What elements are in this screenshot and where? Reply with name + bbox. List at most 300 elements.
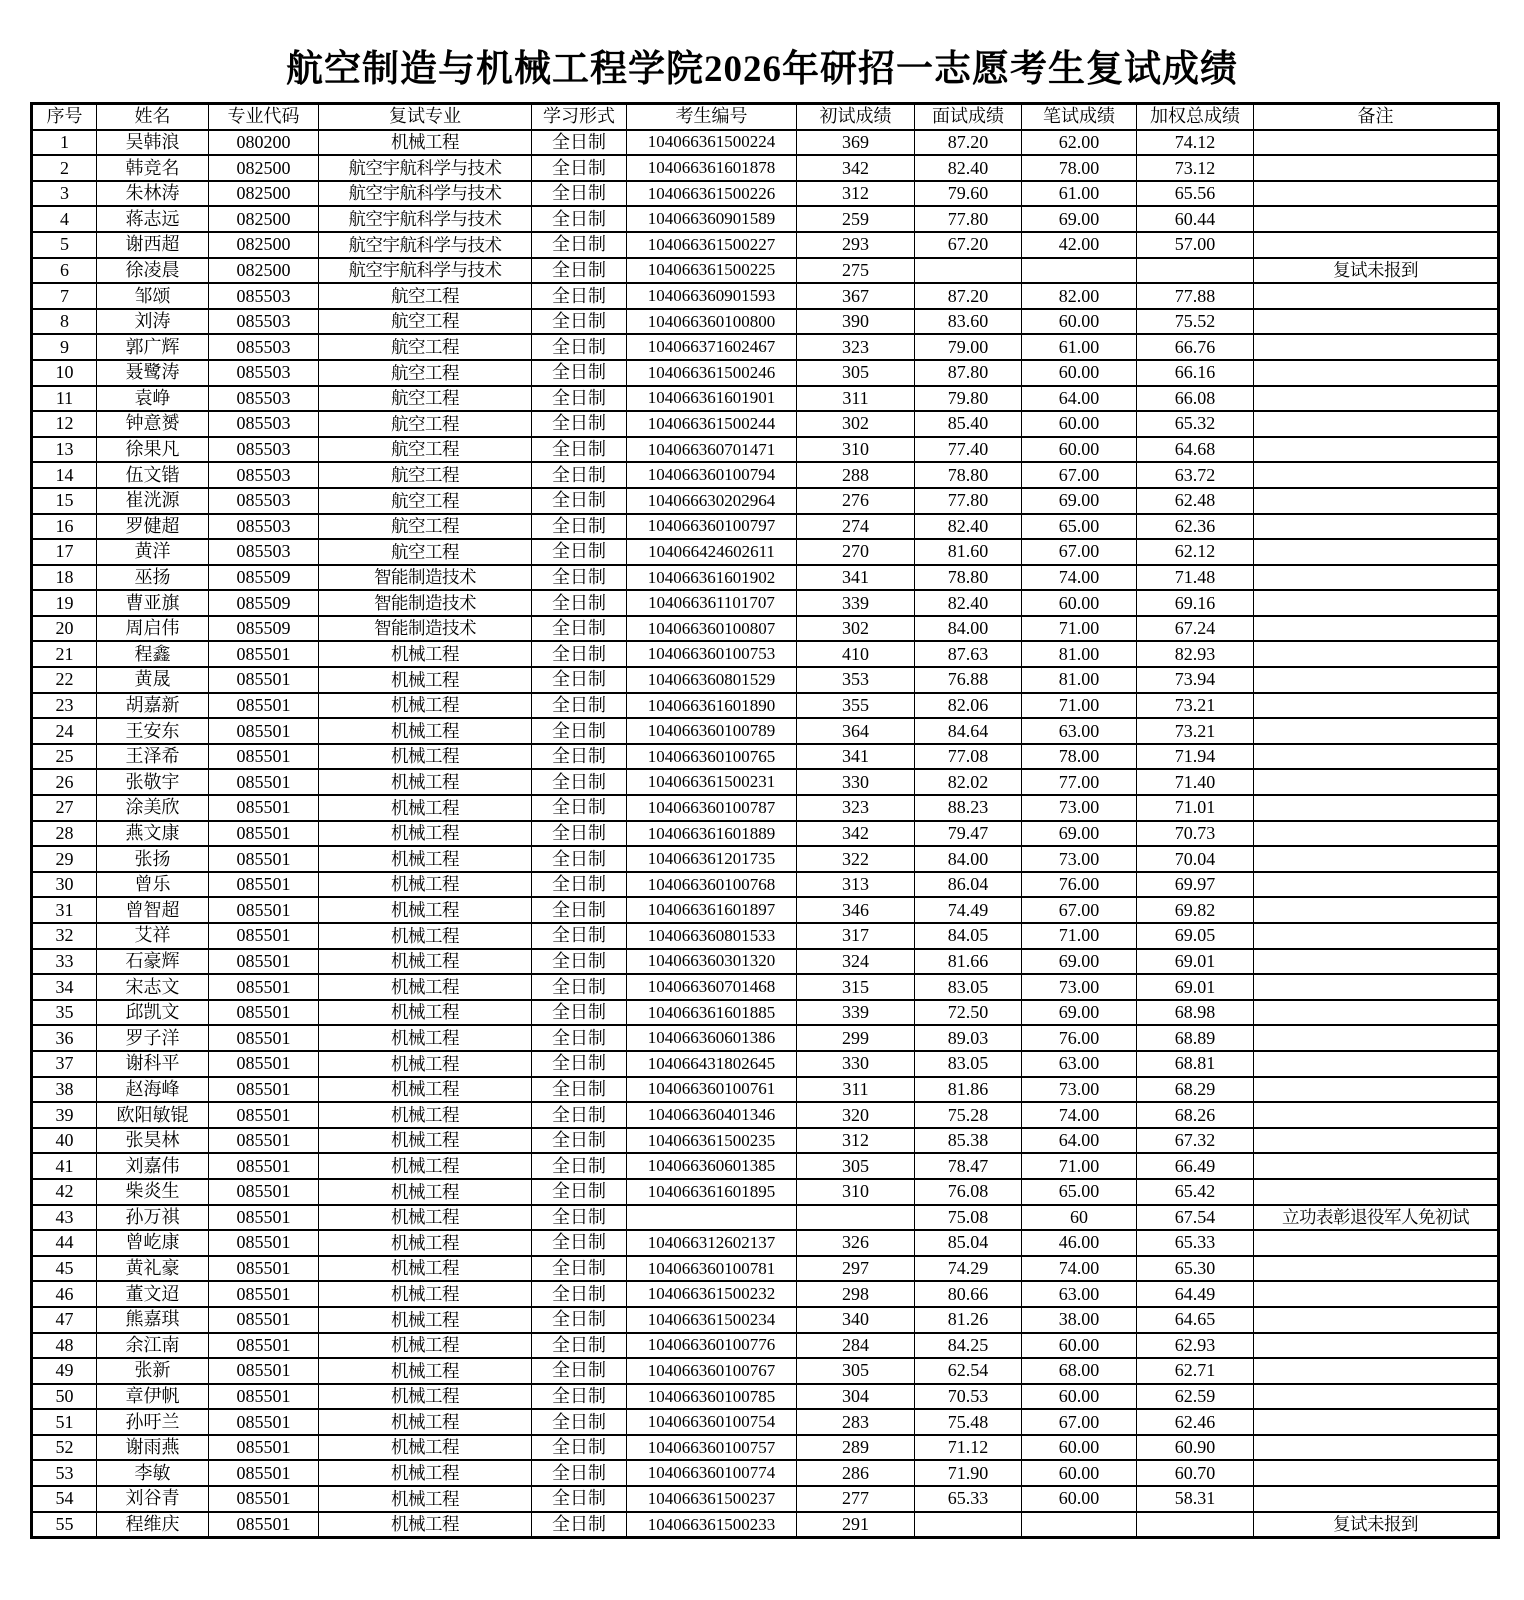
cell-remarks [1254, 386, 1499, 412]
cell-interview-score: 81.86 [915, 1077, 1022, 1103]
cell-weighted-total-score: 60.70 [1137, 1460, 1254, 1486]
cell-remarks [1254, 1000, 1499, 1026]
cell-weighted-total-score: 66.16 [1137, 360, 1254, 386]
cell-written-score: 38.00 [1022, 1307, 1137, 1333]
cell-candidate-id: 104066360100807 [627, 616, 797, 642]
cell-remarks [1254, 1153, 1499, 1179]
cell-candidate-id: 104066361101707 [627, 590, 797, 616]
table-row [32, 181, 1499, 207]
cell-no: 54 [32, 1486, 97, 1512]
cell-study-form: 全日制 [532, 923, 627, 949]
cell-written-score: 74.00 [1022, 1256, 1137, 1282]
cell-remarks [1254, 1281, 1499, 1307]
cell-reexam-major: 机械工程 [319, 846, 532, 872]
cell-weighted-total-score: 67.54 [1137, 1205, 1254, 1231]
column-header-study-form: 学习形式 [532, 104, 627, 130]
table-row [32, 155, 1499, 181]
cell-remarks [1254, 1230, 1499, 1256]
cell-no: 21 [32, 641, 97, 667]
cell-written-score: 71.00 [1022, 1153, 1137, 1179]
cell-name: 刘涛 [97, 309, 209, 335]
cell-reexam-major: 机械工程 [319, 897, 532, 923]
cell-remarks [1254, 488, 1499, 514]
cell-weighted-total-score: 71.48 [1137, 565, 1254, 591]
cell-reexam-major: 机械工程 [319, 974, 532, 1000]
cell-weighted-total-score: 73.12 [1137, 155, 1254, 181]
cell-name: 徐凌晨 [97, 258, 209, 284]
cell-remarks [1254, 130, 1499, 156]
cell-interview-score: 78.80 [915, 565, 1022, 591]
cell-weighted-total-score: 62.93 [1137, 1333, 1254, 1359]
cell-name: 罗子洋 [97, 1025, 209, 1051]
cell-study-form: 全日制 [532, 1333, 627, 1359]
cell-interview-score: 75.28 [915, 1102, 1022, 1128]
cell-initial-score: 410 [797, 641, 915, 667]
cell-weighted-total-score: 68.81 [1137, 1051, 1254, 1077]
cell-name: 燕文康 [97, 821, 209, 847]
cell-weighted-total-score: 62.12 [1137, 539, 1254, 565]
cell-candidate-id: 104066360801529 [627, 667, 797, 693]
cell-weighted-total-score: 60.90 [1137, 1435, 1254, 1461]
cell-no: 42 [32, 1179, 97, 1205]
cell-name: 邹颂 [97, 283, 209, 309]
cell-name: 罗健超 [97, 514, 209, 540]
cell-no: 32 [32, 923, 97, 949]
cell-written-score: 60.00 [1022, 309, 1137, 335]
cell-reexam-major: 航空工程 [319, 283, 532, 309]
cell-major-code: 085501 [209, 1153, 319, 1179]
cell-written-score: 73.00 [1022, 974, 1137, 1000]
cell-name: 黄洋 [97, 539, 209, 565]
cell-candidate-id: 104066360901589 [627, 206, 797, 232]
cell-major-code: 085501 [209, 872, 319, 898]
cell-candidate-id: 104066360100753 [627, 641, 797, 667]
table-row [32, 1307, 1499, 1333]
cell-reexam-major: 机械工程 [319, 1435, 532, 1461]
cell-interview-score: 75.48 [915, 1409, 1022, 1435]
cell-weighted-total-score: 58.31 [1137, 1486, 1254, 1512]
cell-no: 22 [32, 667, 97, 693]
cell-candidate-id: 104066360601386 [627, 1025, 797, 1051]
cell-major-code: 085509 [209, 590, 319, 616]
cell-interview-score: 82.40 [915, 155, 1022, 181]
cell-initial-score: 283 [797, 1409, 915, 1435]
cell-no: 45 [32, 1256, 97, 1282]
cell-major-code: 085501 [209, 1230, 319, 1256]
cell-reexam-major: 机械工程 [319, 1205, 532, 1231]
cell-no: 52 [32, 1435, 97, 1461]
cell-interview-score: 75.08 [915, 1205, 1022, 1231]
cell-major-code: 085501 [209, 897, 319, 923]
cell-name: 董文迢 [97, 1281, 209, 1307]
table-row [32, 1230, 1499, 1256]
cell-study-form: 全日制 [532, 974, 627, 1000]
cell-written-score: 60.00 [1022, 360, 1137, 386]
cell-no: 39 [32, 1102, 97, 1128]
cell-initial-score: 270 [797, 539, 915, 565]
table-row [32, 693, 1499, 719]
cell-major-code: 085503 [209, 309, 319, 335]
cell-written-score: 60.00 [1022, 1384, 1137, 1410]
table-row [32, 1384, 1499, 1410]
cell-no: 1 [32, 130, 97, 156]
cell-initial-score [797, 1205, 915, 1231]
cell-initial-score: 315 [797, 974, 915, 1000]
cell-written-score: 62.00 [1022, 130, 1137, 156]
cell-no: 51 [32, 1409, 97, 1435]
cell-reexam-major: 机械工程 [319, 1102, 532, 1128]
cell-major-code: 085503 [209, 283, 319, 309]
column-header-weighted-total-score: 加权总成绩 [1137, 104, 1254, 130]
cell-initial-score: 310 [797, 1179, 915, 1205]
cell-major-code: 085501 [209, 1384, 319, 1410]
table-row [32, 897, 1499, 923]
cell-reexam-major: 机械工程 [319, 1153, 532, 1179]
cell-reexam-major: 航空工程 [319, 309, 532, 335]
cell-remarks [1254, 616, 1499, 642]
cell-no: 18 [32, 565, 97, 591]
column-header-candidate-id: 考生编号 [627, 104, 797, 130]
cell-remarks [1254, 974, 1499, 1000]
cell-major-code: 085501 [209, 923, 319, 949]
cell-study-form: 全日制 [532, 1409, 627, 1435]
cell-weighted-total-score: 62.71 [1137, 1358, 1254, 1384]
cell-interview-score: 79.60 [915, 181, 1022, 207]
cell-no: 7 [32, 283, 97, 309]
cell-written-score [1022, 258, 1137, 284]
cell-initial-score: 342 [797, 155, 915, 181]
cell-no: 6 [32, 258, 97, 284]
cell-interview-score: 81.26 [915, 1307, 1022, 1333]
cell-study-form: 全日制 [532, 1281, 627, 1307]
cell-written-score: 60.00 [1022, 1435, 1137, 1461]
cell-interview-score: 85.04 [915, 1230, 1022, 1256]
cell-remarks [1254, 897, 1499, 923]
cell-reexam-major: 机械工程 [319, 1179, 532, 1205]
cell-candidate-id: 104066360801533 [627, 923, 797, 949]
cell-initial-score: 364 [797, 718, 915, 744]
cell-no: 47 [32, 1307, 97, 1333]
cell-candidate-id: 104066361500237 [627, 1486, 797, 1512]
cell-remarks [1254, 155, 1499, 181]
cell-no: 17 [32, 539, 97, 565]
cell-weighted-total-score: 65.32 [1137, 411, 1254, 437]
cell-written-score: 78.00 [1022, 155, 1137, 181]
cell-major-code: 085503 [209, 386, 319, 412]
cell-weighted-total-score: 57.00 [1137, 232, 1254, 258]
cell-name: 郭广辉 [97, 334, 209, 360]
cell-interview-score: 71.12 [915, 1435, 1022, 1461]
cell-major-code: 085501 [209, 1000, 319, 1026]
cell-interview-score: 67.20 [915, 232, 1022, 258]
cell-study-form: 全日制 [532, 693, 627, 719]
cell-candidate-id: 104066360100789 [627, 718, 797, 744]
cell-name: 程维庆 [97, 1512, 209, 1538]
cell-remarks [1254, 283, 1499, 309]
cell-written-score: 63.00 [1022, 1281, 1137, 1307]
cell-major-code: 085509 [209, 616, 319, 642]
cell-no: 31 [32, 897, 97, 923]
cell-weighted-total-score [1137, 1512, 1254, 1538]
cell-candidate-id: 104066361500235 [627, 1128, 797, 1154]
cell-weighted-total-score: 62.59 [1137, 1384, 1254, 1410]
cell-major-code: 082500 [209, 258, 319, 284]
cell-weighted-total-score: 82.93 [1137, 641, 1254, 667]
cell-study-form: 全日制 [532, 462, 627, 488]
cell-remarks [1254, 769, 1499, 795]
cell-study-form: 全日制 [532, 616, 627, 642]
cell-interview-score: 82.40 [915, 590, 1022, 616]
cell-no: 48 [32, 1333, 97, 1359]
cell-candidate-id: 104066360901593 [627, 283, 797, 309]
cell-name: 徐果凡 [97, 437, 209, 463]
cell-remarks [1254, 846, 1499, 872]
table-row [32, 232, 1499, 258]
cell-major-code: 082500 [209, 206, 319, 232]
cell-remarks [1254, 1486, 1499, 1512]
cell-initial-score: 340 [797, 1307, 915, 1333]
cell-interview-score: 83.60 [915, 309, 1022, 335]
cell-name: 韩竞名 [97, 155, 209, 181]
cell-reexam-major: 航空宇航科学与技术 [319, 258, 532, 284]
cell-interview-score [915, 258, 1022, 284]
table-row [32, 590, 1499, 616]
cell-candidate-id: 104066424602611 [627, 539, 797, 565]
cell-remarks [1254, 667, 1499, 693]
cell-candidate-id: 104066360100774 [627, 1460, 797, 1486]
cell-written-score: 71.00 [1022, 923, 1137, 949]
cell-weighted-total-score: 63.72 [1137, 462, 1254, 488]
table-row [32, 411, 1499, 437]
cell-initial-score: 317 [797, 923, 915, 949]
table-row [32, 1512, 1499, 1538]
cell-major-code: 085501 [209, 846, 319, 872]
cell-candidate-id: 104066371602467 [627, 334, 797, 360]
cell-candidate-id: 104066360100787 [627, 795, 797, 821]
cell-interview-score: 87.63 [915, 641, 1022, 667]
cell-reexam-major: 机械工程 [319, 1281, 532, 1307]
cell-no: 4 [32, 206, 97, 232]
cell-major-code: 085501 [209, 949, 319, 975]
cell-interview-score: 82.06 [915, 693, 1022, 719]
cell-remarks [1254, 744, 1499, 770]
cell-initial-score: 299 [797, 1025, 915, 1051]
cell-name: 张扬 [97, 846, 209, 872]
cell-candidate-id: 104066360100797 [627, 514, 797, 540]
cell-interview-score: 71.90 [915, 1460, 1022, 1486]
cell-weighted-total-score: 69.16 [1137, 590, 1254, 616]
cell-no: 30 [32, 872, 97, 898]
cell-no: 46 [32, 1281, 97, 1307]
cell-weighted-total-score: 67.32 [1137, 1128, 1254, 1154]
cell-initial-score: 289 [797, 1435, 915, 1461]
cell-study-form: 全日制 [532, 1486, 627, 1512]
cell-initial-score: 313 [797, 872, 915, 898]
cell-name: 邱凯文 [97, 1000, 209, 1026]
table-row [32, 616, 1499, 642]
cell-candidate-id: 104066360100785 [627, 1384, 797, 1410]
table-row [32, 488, 1499, 514]
cell-candidate-id: 104066360100767 [627, 1358, 797, 1384]
cell-major-code: 085501 [209, 1486, 319, 1512]
cell-study-form: 全日制 [532, 949, 627, 975]
cell-no: 19 [32, 590, 97, 616]
cell-written-score: 60.00 [1022, 590, 1137, 616]
cell-weighted-total-score: 69.01 [1137, 974, 1254, 1000]
cell-candidate-id: 104066360100754 [627, 1409, 797, 1435]
cell-remarks [1254, 1077, 1499, 1103]
cell-initial-score: 369 [797, 130, 915, 156]
cell-reexam-major: 机械工程 [319, 1409, 532, 1435]
table-row [32, 1333, 1499, 1359]
cell-no: 14 [32, 462, 97, 488]
table-row [32, 923, 1499, 949]
table-row [32, 1077, 1499, 1103]
cell-written-score: 77.00 [1022, 769, 1137, 795]
cell-interview-score: 84.25 [915, 1333, 1022, 1359]
cell-initial-score: 276 [797, 488, 915, 514]
cell-weighted-total-score: 62.48 [1137, 488, 1254, 514]
cell-interview-score: 79.80 [915, 386, 1022, 412]
cell-written-score: 42.00 [1022, 232, 1137, 258]
table-row [32, 462, 1499, 488]
cell-name: 宋志文 [97, 974, 209, 1000]
cell-written-score: 82.00 [1022, 283, 1137, 309]
cell-major-code: 080200 [209, 130, 319, 156]
cell-initial-score: 302 [797, 411, 915, 437]
cell-name: 孙万祺 [97, 1205, 209, 1231]
cell-remarks [1254, 590, 1499, 616]
cell-written-score: 81.00 [1022, 641, 1137, 667]
cell-reexam-major: 机械工程 [319, 641, 532, 667]
cell-reexam-major: 机械工程 [319, 1256, 532, 1282]
cell-candidate-id: 104066361500224 [627, 130, 797, 156]
cell-candidate-id: 104066361601902 [627, 565, 797, 591]
cell-written-score: 69.00 [1022, 1000, 1137, 1026]
cell-remarks [1254, 1256, 1499, 1282]
cell-major-code: 085501 [209, 769, 319, 795]
cell-name: 吴韩浪 [97, 130, 209, 156]
score-table [30, 102, 1500, 1539]
cell-no: 37 [32, 1051, 97, 1077]
cell-name: 袁峥 [97, 386, 209, 412]
cell-no: 13 [32, 437, 97, 463]
cell-weighted-total-score: 65.42 [1137, 1179, 1254, 1205]
column-header-major-code: 专业代码 [209, 104, 319, 130]
cell-candidate-id: 104066361201735 [627, 846, 797, 872]
table-row [32, 1256, 1499, 1282]
cell-no: 43 [32, 1205, 97, 1231]
cell-name: 王安东 [97, 718, 209, 744]
cell-interview-score: 77.08 [915, 744, 1022, 770]
cell-remarks [1254, 565, 1499, 591]
cell-major-code: 085501 [209, 1205, 319, 1231]
cell-initial-score: 390 [797, 309, 915, 335]
cell-study-form: 全日制 [532, 155, 627, 181]
page-title: 航空制造与机械工程学院2026年研招一志愿考生复试成绩 [286, 49, 1238, 90]
cell-written-score: 69.00 [1022, 949, 1137, 975]
cell-weighted-total-score: 73.94 [1137, 667, 1254, 693]
cell-no: 53 [32, 1460, 97, 1486]
cell-interview-score: 83.05 [915, 1051, 1022, 1077]
cell-written-score: 76.00 [1022, 872, 1137, 898]
cell-study-form: 全日制 [532, 795, 627, 821]
cell-initial-score: 259 [797, 206, 915, 232]
cell-interview-score: 62.54 [915, 1358, 1022, 1384]
cell-initial-score: 293 [797, 232, 915, 258]
table-row [32, 872, 1499, 898]
cell-reexam-major: 智能制造技术 [319, 616, 532, 642]
cell-major-code: 085503 [209, 462, 319, 488]
column-header-written-score: 笔试成绩 [1022, 104, 1137, 130]
table-row [32, 1409, 1499, 1435]
cell-study-form: 全日制 [532, 1153, 627, 1179]
cell-candidate-id: 104066360100776 [627, 1333, 797, 1359]
cell-major-code: 085501 [209, 1179, 319, 1205]
cell-remarks [1254, 1025, 1499, 1051]
table-row [32, 1153, 1499, 1179]
cell-no: 23 [32, 693, 97, 719]
cell-name: 石豪辉 [97, 949, 209, 975]
cell-candidate-id: 104066361500232 [627, 1281, 797, 1307]
cell-candidate-id: 104066361500246 [627, 360, 797, 386]
cell-study-form: 全日制 [532, 641, 627, 667]
table-row [32, 718, 1499, 744]
cell-reexam-major: 机械工程 [319, 1051, 532, 1077]
cell-no: 34 [32, 974, 97, 1000]
cell-candidate-id: 104066361500227 [627, 232, 797, 258]
cell-major-code: 085503 [209, 437, 319, 463]
cell-reexam-major: 机械工程 [319, 1333, 532, 1359]
cell-no: 10 [32, 360, 97, 386]
cell-name: 孙吁兰 [97, 1409, 209, 1435]
cell-weighted-total-score: 67.24 [1137, 616, 1254, 642]
cell-study-form: 全日制 [532, 206, 627, 232]
cell-reexam-major: 机械工程 [319, 1077, 532, 1103]
cell-candidate-id: 104066360100781 [627, 1256, 797, 1282]
cell-name: 黄礼豪 [97, 1256, 209, 1282]
cell-study-form: 全日制 [532, 1460, 627, 1486]
cell-major-code: 085501 [209, 1281, 319, 1307]
cell-reexam-major: 机械工程 [319, 693, 532, 719]
cell-remarks [1254, 1409, 1499, 1435]
cell-reexam-major: 航空工程 [319, 514, 532, 540]
cell-interview-score: 72.50 [915, 1000, 1022, 1026]
cell-name: 崔洸源 [97, 488, 209, 514]
cell-no: 33 [32, 949, 97, 975]
cell-initial-score: 323 [797, 334, 915, 360]
cell-no: 24 [32, 718, 97, 744]
cell-no: 2 [32, 155, 97, 181]
cell-candidate-id: 104066360701468 [627, 974, 797, 1000]
cell-candidate-id: 104066361601890 [627, 693, 797, 719]
cell-interview-score: 81.66 [915, 949, 1022, 975]
cell-interview-score: 83.05 [915, 974, 1022, 1000]
cell-name: 余江南 [97, 1333, 209, 1359]
cell-no: 44 [32, 1230, 97, 1256]
cell-weighted-total-score: 74.12 [1137, 130, 1254, 156]
cell-interview-score: 84.00 [915, 616, 1022, 642]
cell-reexam-major: 机械工程 [319, 949, 532, 975]
cell-initial-score: 312 [797, 1128, 915, 1154]
table-row [32, 334, 1499, 360]
cell-initial-score: 274 [797, 514, 915, 540]
cell-study-form: 全日制 [532, 744, 627, 770]
cell-candidate-id: 104066360401346 [627, 1102, 797, 1128]
cell-interview-score: 86.04 [915, 872, 1022, 898]
cell-candidate-id: 104066361601895 [627, 1179, 797, 1205]
table-row [32, 641, 1499, 667]
